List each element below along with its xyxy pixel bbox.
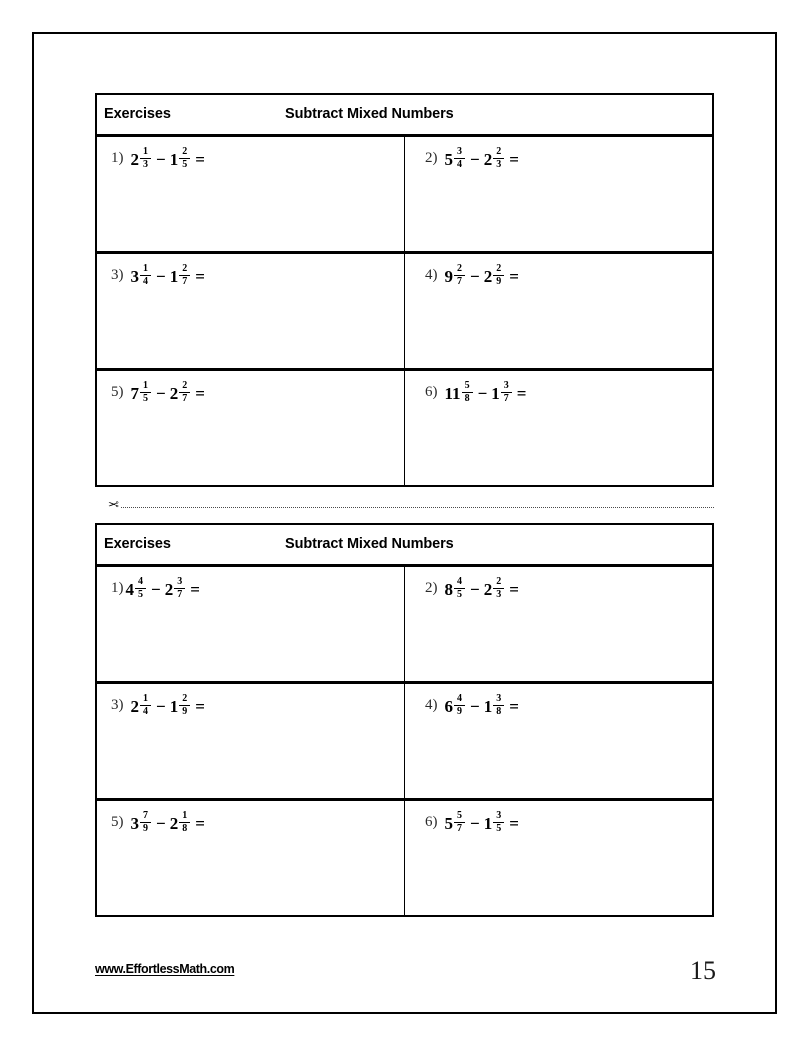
whole-number: 6	[444, 696, 453, 716]
exercise-item	[111, 694, 404, 718]
denominator: 5	[182, 158, 188, 170]
numerator: 2	[496, 575, 502, 587]
answer-cell[interactable]	[96, 682, 405, 799]
header-exercises-label: Exercises	[104, 536, 171, 553]
item-number: 6)	[425, 813, 438, 830]
table-row	[96, 799, 713, 916]
numerator: 2	[182, 692, 188, 704]
denominator: 9	[457, 705, 462, 717]
dotted-cut-line	[121, 507, 714, 508]
whole-number: 5	[444, 813, 453, 833]
table-row	[96, 369, 713, 486]
denominator: 9	[143, 822, 148, 834]
item-number: 6)	[425, 383, 438, 400]
exercise-item	[425, 147, 712, 171]
whole-number: 11	[444, 383, 461, 403]
whole-number: 2	[130, 149, 139, 169]
exercise-item	[111, 811, 404, 835]
math-expression	[445, 264, 519, 288]
fraction	[501, 381, 512, 405]
fraction	[493, 694, 504, 718]
equals-operator: =	[509, 266, 519, 286]
equals-operator: =	[509, 579, 519, 599]
fraction	[140, 147, 151, 171]
fraction	[179, 694, 190, 718]
fraction	[493, 147, 504, 171]
minus-operator: −	[156, 149, 166, 169]
numerator: 2	[182, 145, 188, 157]
denominator: 7	[457, 275, 462, 287]
math-expression	[445, 577, 519, 601]
denominator: 7	[503, 392, 509, 404]
table-header-cell	[96, 524, 713, 565]
fraction	[179, 147, 190, 171]
whole-number: 9	[444, 266, 453, 286]
numerator: 2	[182, 379, 188, 391]
whole-number: 2	[164, 579, 174, 599]
whole-number: 1	[169, 266, 179, 286]
answer-cell[interactable]	[405, 565, 714, 682]
table-header-row	[96, 94, 713, 135]
whole-number: 1	[169, 149, 179, 169]
scissors-icon: ✂	[108, 497, 119, 513]
numerator: 3	[177, 575, 183, 587]
fraction	[454, 694, 465, 718]
item-number: 3)	[111, 266, 124, 283]
denominator: 7	[182, 275, 188, 287]
fraction	[454, 147, 465, 171]
math-expression	[131, 381, 205, 405]
fraction	[454, 577, 465, 601]
exercise-item	[425, 811, 712, 835]
header-topic-title: Subtract Mixed Numbers	[285, 106, 454, 123]
denominator: 5	[457, 588, 462, 600]
numerator: 5	[457, 809, 462, 821]
exercise-item	[111, 147, 404, 171]
fraction	[454, 264, 465, 288]
numerator: 3	[496, 809, 502, 821]
numerator: 1	[143, 145, 148, 157]
whole-number: 2	[169, 813, 179, 833]
denominator: 9	[496, 275, 502, 287]
numerator: 2	[182, 262, 188, 274]
item-number: 2)	[425, 579, 438, 596]
whole-number: 3	[130, 813, 139, 833]
denominator: 8	[496, 705, 502, 717]
answer-cell[interactable]	[405, 252, 714, 369]
equals-operator: =	[516, 383, 527, 403]
answer-cell[interactable]	[405, 135, 714, 252]
numerator: 1	[143, 692, 148, 704]
numerator: 1	[143, 379, 148, 391]
table-row	[96, 565, 713, 682]
denominator: 4	[143, 275, 148, 287]
fraction	[140, 264, 151, 288]
exercise-item	[111, 577, 404, 601]
denominator: 5	[496, 822, 502, 834]
equals-operator: =	[195, 149, 205, 169]
table-row	[96, 135, 713, 252]
minus-operator: −	[151, 579, 161, 599]
answer-cell[interactable]	[96, 799, 405, 916]
numerator: 1	[143, 262, 148, 274]
numerator: 7	[143, 809, 148, 821]
whole-number: 5	[444, 149, 453, 169]
equals-operator: =	[509, 696, 519, 716]
equals-operator: =	[509, 149, 519, 169]
whole-number: 4	[125, 579, 134, 599]
whole-number: 2	[483, 149, 493, 169]
numerator: 3	[503, 379, 509, 391]
whole-number: 1	[491, 383, 500, 403]
denominator: 8	[464, 392, 470, 404]
denominator: 8	[182, 822, 188, 834]
numerator: 4	[138, 575, 143, 587]
numerator: 5	[464, 379, 470, 391]
table-row	[96, 682, 713, 799]
equals-operator: =	[509, 813, 519, 833]
fraction	[140, 381, 151, 405]
numerator: 3	[457, 145, 462, 157]
equals-operator: =	[195, 696, 205, 716]
item-number: 4)	[425, 696, 438, 713]
equals-operator: =	[190, 579, 200, 599]
numerator: 2	[496, 262, 502, 274]
exercise-item	[111, 381, 404, 405]
table-row	[96, 252, 713, 369]
minus-operator: −	[477, 383, 488, 403]
numerator: 4	[457, 575, 462, 587]
header-topic-title: Subtract Mixed Numbers	[285, 536, 454, 553]
answer-cell[interactable]	[96, 135, 405, 252]
minus-operator: −	[156, 266, 166, 286]
header-exercises-label: Exercises	[104, 106, 171, 123]
minus-operator: −	[156, 383, 166, 403]
denominator: 3	[496, 588, 502, 600]
numerator: 1	[182, 809, 188, 821]
fraction	[135, 577, 146, 601]
exercise-table-1	[95, 93, 714, 487]
fraction	[179, 811, 190, 835]
math-expression	[131, 694, 205, 718]
item-number: 1)	[111, 579, 124, 596]
minus-operator: −	[470, 813, 480, 833]
denominator: 7	[457, 822, 462, 834]
table-header-row	[96, 524, 713, 565]
whole-number: 2	[483, 266, 493, 286]
math-expression	[445, 811, 519, 835]
exercise-item	[425, 264, 712, 288]
item-number: 5)	[111, 813, 124, 830]
whole-number: 8	[444, 579, 453, 599]
minus-operator: −	[156, 813, 166, 833]
numerator: 2	[496, 145, 502, 157]
page-footer	[95, 952, 716, 985]
minus-operator: −	[470, 696, 480, 716]
math-expression	[131, 264, 205, 288]
fraction	[454, 811, 465, 835]
cut-line-divider	[95, 487, 714, 523]
denominator: 5	[138, 588, 143, 600]
math-expression	[445, 147, 519, 171]
fraction	[493, 811, 504, 835]
answer-cell[interactable]	[96, 369, 405, 486]
minus-operator: −	[470, 266, 480, 286]
item-number: 2)	[425, 149, 438, 166]
denominator: 7	[177, 588, 183, 600]
website-link[interactable]: www.EffortlessMath.com	[95, 962, 235, 976]
denominator: 5	[143, 392, 148, 404]
math-expression	[445, 381, 527, 405]
exercise-item	[425, 577, 712, 601]
item-number: 4)	[425, 266, 438, 283]
equals-operator: =	[195, 383, 205, 403]
fraction	[493, 264, 504, 288]
whole-number: 2	[169, 383, 179, 403]
answer-cell[interactable]	[405, 799, 714, 916]
table-header-cell	[96, 94, 713, 135]
page-number: 15	[690, 956, 716, 985]
fraction	[174, 577, 185, 601]
denominator: 9	[182, 705, 188, 717]
numerator: 4	[457, 692, 462, 704]
exercise-item	[425, 694, 712, 718]
denominator: 3	[143, 158, 148, 170]
minus-operator: −	[156, 696, 166, 716]
fraction	[179, 381, 190, 405]
denominator: 3	[496, 158, 502, 170]
math-expression	[126, 577, 200, 601]
denominator: 4	[457, 158, 462, 170]
exercise-item	[111, 264, 404, 288]
exercise-item	[425, 381, 712, 405]
whole-number: 2	[483, 579, 493, 599]
fraction	[140, 694, 151, 718]
minus-operator: −	[470, 579, 480, 599]
denominator: 7	[182, 392, 188, 404]
equals-operator: =	[195, 813, 205, 833]
math-expression	[131, 811, 205, 835]
answer-cell[interactable]	[96, 252, 405, 369]
minus-operator: −	[470, 149, 480, 169]
denominator: 4	[143, 705, 148, 717]
equals-operator: =	[195, 266, 205, 286]
fraction	[462, 381, 473, 405]
whole-number: 1	[483, 813, 493, 833]
fraction	[493, 577, 504, 601]
numerator: 3	[496, 692, 502, 704]
whole-number: 3	[130, 266, 139, 286]
exercise-table-2	[95, 523, 714, 917]
item-number: 5)	[111, 383, 124, 400]
math-expression	[131, 147, 205, 171]
answer-cell[interactable]	[405, 369, 714, 486]
item-number: 3)	[111, 696, 124, 713]
numerator: 2	[457, 262, 462, 274]
item-number: 1)	[111, 149, 124, 166]
whole-number: 7	[130, 383, 139, 403]
answer-cell[interactable]	[96, 565, 405, 682]
fraction	[140, 811, 151, 835]
whole-number: 1	[169, 696, 179, 716]
math-expression	[445, 694, 519, 718]
answer-cell[interactable]	[405, 682, 714, 799]
worksheet-content	[95, 93, 714, 917]
fraction	[179, 264, 190, 288]
whole-number: 2	[130, 696, 139, 716]
whole-number: 1	[483, 696, 493, 716]
